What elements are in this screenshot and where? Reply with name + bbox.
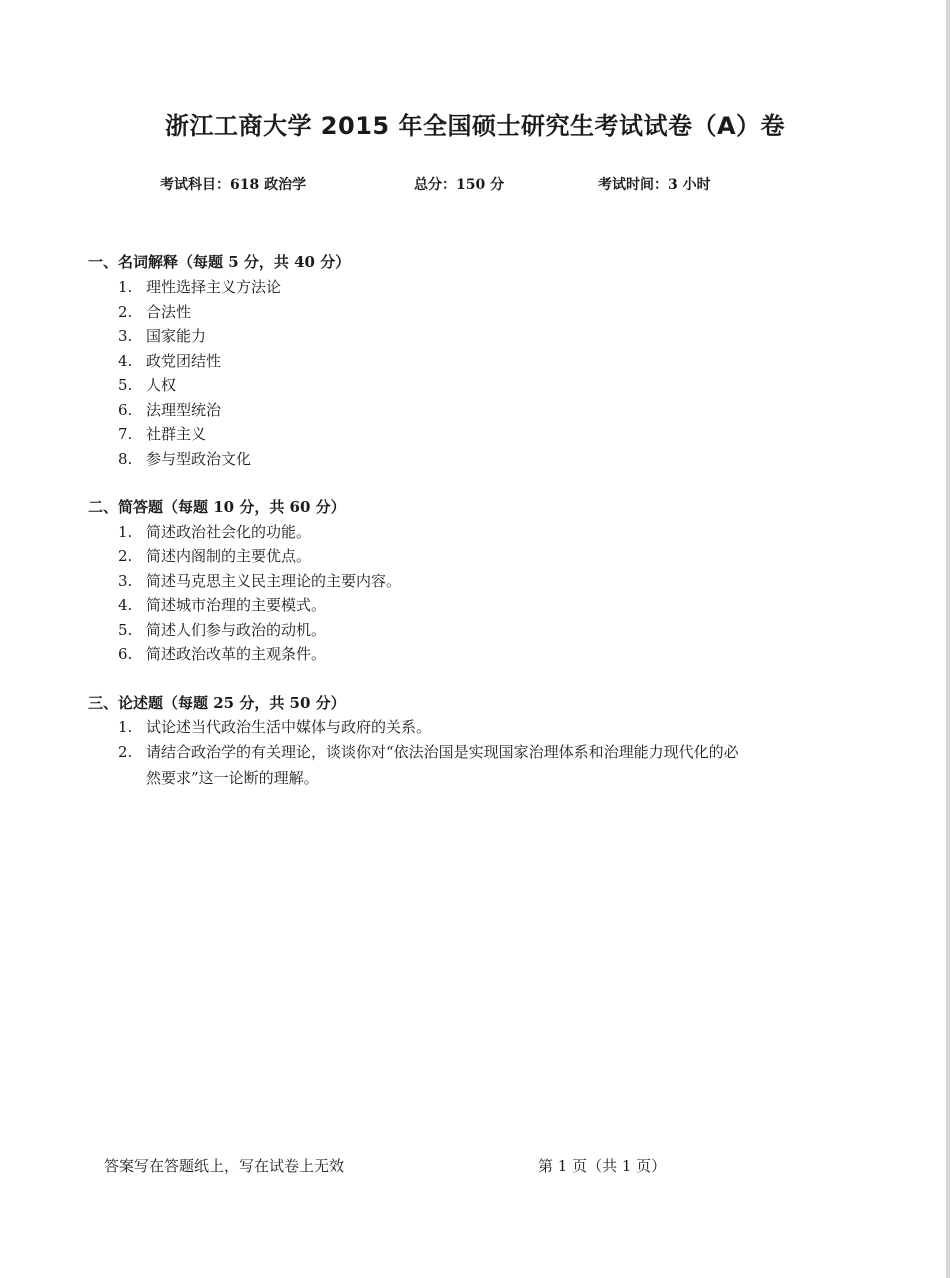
question-item [118, 325, 206, 346]
question-number: 5. [118, 376, 133, 394]
question-item [118, 545, 311, 566]
question-text: 参与型政治文化 [146, 450, 252, 468]
question-number: 1. [118, 523, 133, 541]
question-item [118, 643, 326, 664]
question-item [118, 570, 401, 591]
question-item [118, 619, 326, 640]
section-heading: 一、名词解释（每题 5 分，共 40 分） [88, 253, 351, 271]
exam-subject: 考试科目：618 政治学 [160, 177, 307, 193]
page-number: 第 1 页（共 1 页） [538, 1157, 667, 1175]
question-number: 3. [118, 572, 133, 590]
question-text: 合法性 [146, 303, 192, 321]
question-item [118, 741, 739, 762]
question-text: 请结合政治学的有关理论，谈谈你对“依法治国是实现国家治理体系和治理能力现代化的必 [146, 743, 739, 761]
section-heading: 三、论述题（每题 25 分，共 50 分） [88, 694, 346, 712]
footer-note: 答案写在答题纸上，写在试卷上无效 [104, 1157, 345, 1175]
question-item [118, 374, 176, 395]
question-item [118, 399, 221, 420]
question-number: 5. [118, 621, 133, 639]
question-item [118, 301, 191, 322]
question-text: 国家能力 [146, 327, 207, 345]
question-number: 4. [118, 352, 133, 370]
question-item [118, 716, 431, 737]
question-text-continued: 然要求”这一论断的理解。 [146, 769, 319, 787]
question-number: 6. [118, 645, 133, 663]
question-number: 1. [118, 718, 133, 736]
question-number: 1. [118, 278, 133, 296]
question-text: 政党团结性 [146, 352, 222, 370]
question-text: 简述马克思主义民主理论的主要内容。 [146, 572, 402, 590]
question-number: 2. [118, 547, 133, 565]
question-item [118, 423, 206, 444]
question-text: 理性选择主义方法论 [146, 278, 282, 296]
question-number: 6. [118, 401, 133, 419]
question-item [118, 276, 281, 297]
question-item [118, 594, 326, 615]
question-text: 试论述当代政治生活中媒体与政府的关系。 [146, 718, 432, 736]
question-text: 简述城市治理的主要模式。 [146, 596, 327, 614]
question-text: 简述人们参与政治的动机。 [146, 621, 327, 639]
question-number: 2. [118, 743, 133, 761]
exam-duration: 考试时间：3 小时 [598, 177, 711, 193]
question-number: 4. [118, 596, 133, 614]
section-heading: 二、简答题（每题 10 分，共 60 分） [88, 498, 346, 516]
scan-edge [946, 0, 950, 1278]
question-number: 7. [118, 425, 133, 443]
question-number: 8. [118, 450, 133, 468]
question-text: 简述政治改革的主观条件。 [146, 645, 327, 663]
exam-title: 浙江工商大学 2015 年全国硕士研究生考试试卷（A）卷 [164, 112, 786, 140]
question-item [118, 521, 311, 542]
question-item [118, 350, 221, 371]
question-item [118, 448, 251, 469]
question-text: 法理型统治 [146, 401, 222, 419]
exam-total-score: 总分：150 分 [414, 177, 505, 193]
question-text: 简述政治社会化的功能。 [146, 523, 312, 541]
question-text: 社群主义 [146, 425, 207, 443]
question-text: 人权 [146, 376, 177, 394]
question-text: 简述内阁制的主要优点。 [146, 547, 312, 565]
question-number: 2. [118, 303, 133, 321]
question-number: 3. [118, 327, 133, 345]
